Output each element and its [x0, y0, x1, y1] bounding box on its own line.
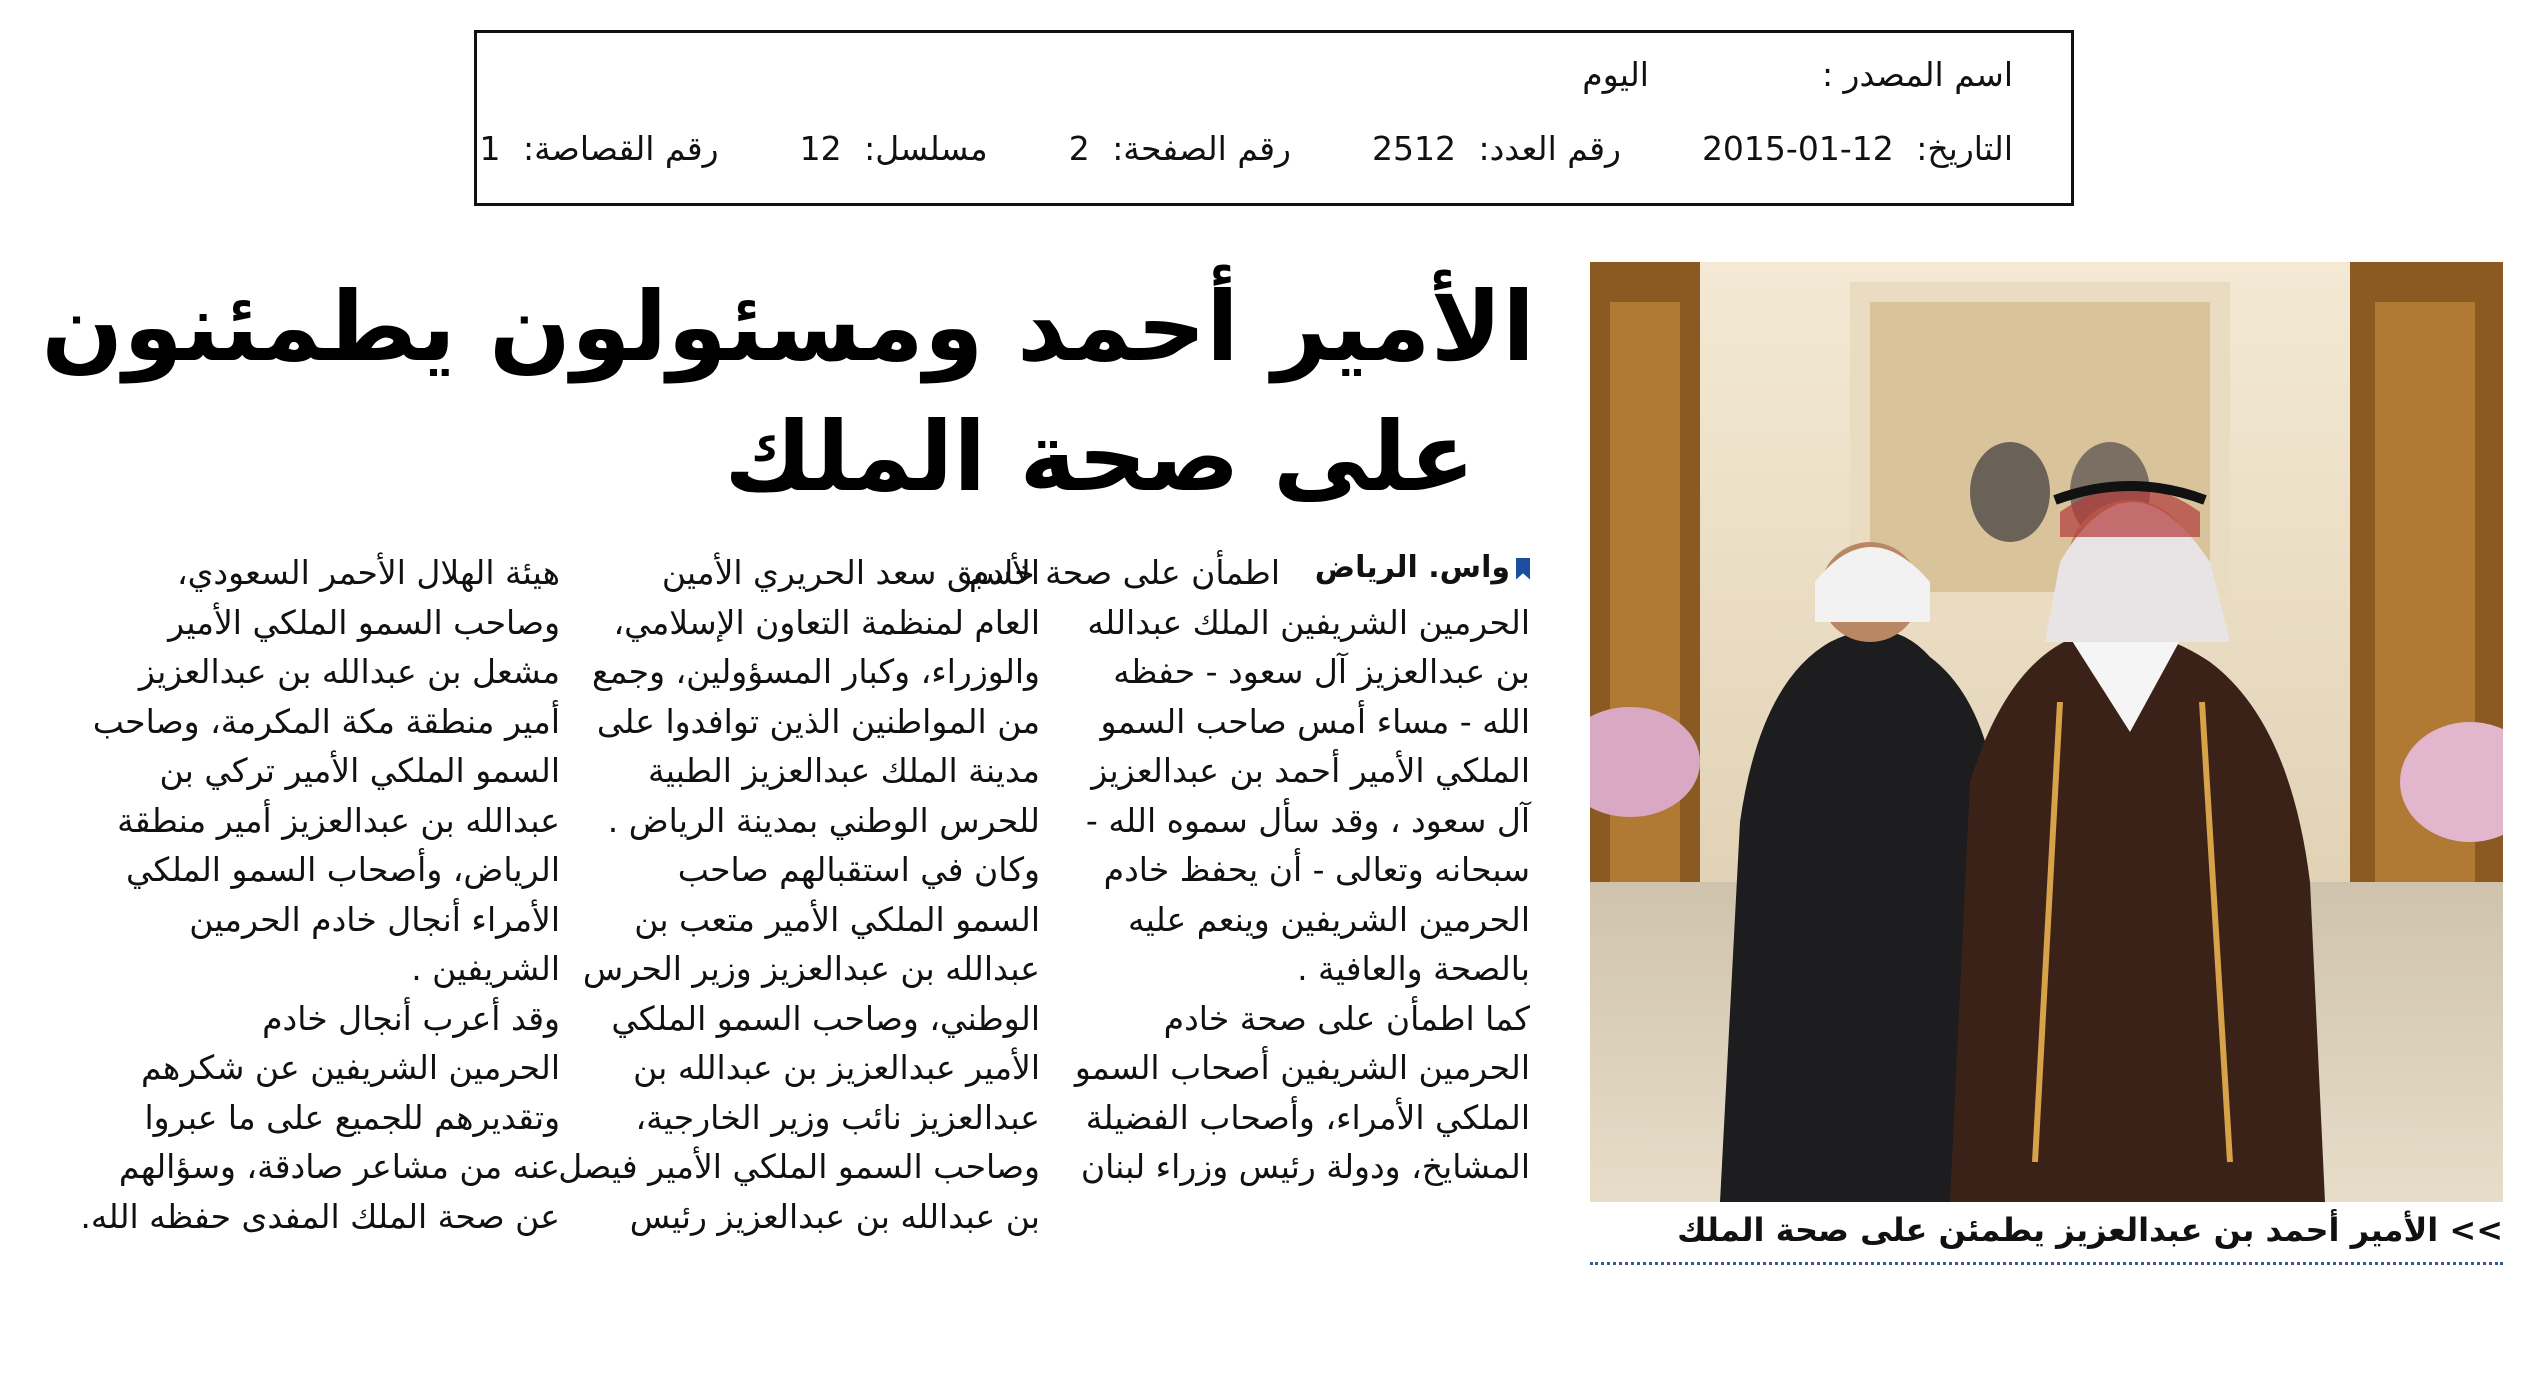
- serial-value: 12: [799, 129, 842, 168]
- text-line: اطمأن على صحة خادم: [969, 553, 1280, 592]
- text-line: عن صحة الملك المفدى حفظه الله.: [80, 1196, 560, 1236]
- article-column-2: [558, 548, 1040, 1241]
- text-line: هيئة الهلال الأحمر السعودي،: [176, 553, 560, 592]
- text-line: آل سعود ، وقد سأل سموه الله -: [1085, 800, 1530, 840]
- text-line: المشايخ، ودولة رئيس وزراء لبنان: [1080, 1147, 1530, 1186]
- text-line: وتقديرهم للجميع على ما عبروا: [144, 1097, 560, 1137]
- text-line: الحرمين الشريفين وينعم عليه: [1127, 899, 1530, 939]
- clip-value: 1: [479, 129, 501, 168]
- text-line: العام لمنظمة التعاون الإسلامي،: [613, 602, 1040, 642]
- text-line: الأمراء أنجال خادم الحرمين: [189, 899, 560, 939]
- issue-label: رقم العدد:: [1478, 129, 1621, 168]
- source-label: اسم المصدر :: [1821, 55, 2013, 94]
- serial-label: مسلسل:: [864, 129, 988, 168]
- text-line: السمو الملكي الأمير متعب بن: [634, 899, 1040, 939]
- text-line: الحرمين الشريفين الملك عبدالله: [1087, 602, 1530, 642]
- text-line: الأسبق سعد الحريري الأمين: [661, 553, 1040, 592]
- text-line: الحرمين الشريفين عن شكرهم: [140, 1048, 560, 1087]
- text-line: أمير منطقة مكة المكرمة، وصاحب: [92, 701, 560, 741]
- text-line: الملكي الأمراء، وأصحاب الفضيلة: [1085, 1097, 1530, 1137]
- text-line: عبدالعزيز نائب وزير الخارجية،: [635, 1097, 1040, 1137]
- text-line: سبحانه وتعالى - أن يحفظ خادم: [1103, 850, 1530, 889]
- article-photo: [1590, 262, 2503, 1202]
- text-line: مدينة الملك عبدالعزيز الطبية: [648, 751, 1040, 790]
- text-line: كما اطمأن على صحة خادم: [1163, 998, 1530, 1038]
- text-line: الملكي الأمير أحمد بن عبدالعزيز: [1091, 751, 1530, 790]
- text-line: الوطني، وصاحب السمو الملكي: [611, 998, 1040, 1038]
- text-line: عنه من مشاعر صادقة، وسؤالهم: [118, 1147, 560, 1186]
- text-line: بالصحة والعافية .: [1297, 949, 1530, 988]
- text-line: الرياض، وأصحاب السمو الملكي: [126, 850, 560, 889]
- source-row: [1582, 55, 2013, 95]
- clipping-header-box: [474, 30, 2074, 206]
- issue-value: 2512: [1372, 129, 1456, 168]
- text-line: السمو الملكي الأمير تركي بن: [159, 751, 560, 790]
- headline-line-2: على صحة الملك: [724, 401, 1475, 513]
- date-label: التاريخ:: [1916, 129, 2013, 168]
- page-label: رقم الصفحة:: [1112, 129, 1291, 168]
- text-line: وكان في استقبالهم صاحب: [677, 850, 1040, 889]
- byline-text: واس. الرياض: [1314, 550, 1510, 585]
- text-line: عبدالله بن عبدالعزيز وزير الحرس: [582, 949, 1040, 988]
- page-value: 2: [1068, 129, 1090, 168]
- text-line: وقد أعرب أنجال خادم: [262, 998, 560, 1038]
- text-line: وصاحب السمو الملكي الأمير: [168, 602, 560, 642]
- article-headline: [41, 262, 1535, 522]
- text-line: مشعل بن عبدالله بن عبدالعزيز: [138, 652, 560, 691]
- text-line: الشريفين .: [411, 949, 560, 988]
- text-line: من المواطنين الذين توافدوا على: [596, 701, 1040, 741]
- headline-line-1: الأمير أحمد ومسئولون يطمئنون: [41, 271, 1535, 383]
- date-value: 2015-01-12: [1701, 129, 1894, 168]
- text-line: الله - مساء أمس صاحب السمو: [1100, 701, 1530, 741]
- text-line: بن عبدالله بن عبدالعزيز رئيس: [629, 1196, 1040, 1236]
- text-line: بن عبدالعزيز آل سعود - حفظه: [1113, 652, 1530, 691]
- meta-row: [480, 129, 2014, 169]
- clip-label: رقم القصاصة:: [523, 129, 719, 168]
- article-column-1: [969, 548, 1530, 1192]
- text-line: عبدالله بن عبدالعزيز أمير منطقة: [117, 800, 560, 840]
- text-line: الحرمين الشريفين أصحاب السمو: [1074, 1048, 1530, 1087]
- photo-caption: >> الأمير أحمد بن عبدالعزيز يطمئن على صحة الملك: [1677, 1211, 2503, 1249]
- caption-divider: [1590, 1262, 2503, 1265]
- text-line: للحرس الوطني بمدينة الرياض .: [607, 800, 1040, 840]
- article-column-3: [80, 548, 560, 1241]
- source-value: اليوم: [1582, 55, 1649, 94]
- text-line: والوزراء، وكبار المسؤولين، وجمع: [592, 652, 1040, 691]
- text-line: وصاحب السمو الملكي الأمير فيصل: [558, 1147, 1040, 1186]
- text-line: الأمير عبدالعزيز بن عبدالله بن: [633, 1048, 1040, 1087]
- photo-illustration: [1590, 262, 2503, 1202]
